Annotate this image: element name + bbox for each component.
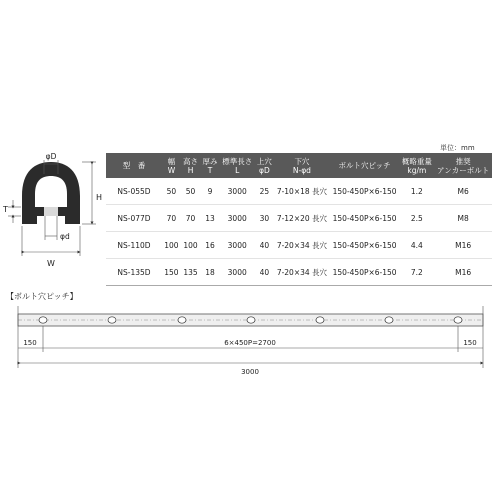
header-height: 高さ H	[181, 153, 200, 178]
cell-height: 135	[181, 259, 200, 286]
cell-thickness: 16	[200, 232, 219, 259]
cell-top-hole: 30	[255, 205, 274, 232]
header-bottom-hole: 下穴 N-φd	[274, 153, 330, 178]
cell-model: NS-055D	[106, 178, 162, 205]
left-end-dim: 150	[23, 339, 37, 347]
cell-width: 50	[162, 178, 181, 205]
header-width: 幅 W	[162, 153, 181, 178]
cell-height: 100	[181, 232, 200, 259]
table-row	[106, 205, 492, 232]
bolt-pitch-diagram	[0, 300, 500, 380]
table-row	[106, 259, 492, 286]
cell-length: 3000	[220, 232, 255, 259]
profile-diagram	[0, 150, 104, 270]
header-thickness: 厚み T	[200, 153, 219, 178]
cell-height: 70	[181, 205, 200, 232]
width-label: W	[47, 259, 55, 268]
bolt-hole	[44, 207, 58, 216]
height-label: H	[96, 193, 103, 202]
cell-width: 100	[162, 232, 181, 259]
cell-anchor-bolt: M6	[434, 178, 492, 205]
cell-anchor-bolt: M16	[434, 232, 492, 259]
cell-bottom-hole: 7-12×20 長穴	[274, 205, 330, 232]
cell-thickness: 9	[200, 178, 219, 205]
cell-bolt-pitch: 150-450P×6-150	[330, 232, 400, 259]
spec-table	[106, 153, 492, 286]
thickness-label: T	[3, 205, 8, 214]
cell-weight: 2.5	[399, 205, 434, 232]
table-row	[106, 178, 492, 205]
cell-bottom-hole: 7-20×34 長穴	[274, 259, 330, 286]
cell-thickness: 13	[200, 205, 219, 232]
inner-hollow	[35, 176, 67, 207]
spec-header-row	[106, 153, 492, 178]
total-length-dim: 3000	[241, 368, 259, 376]
bolt-hole-slot	[454, 317, 462, 323]
cell-bolt-pitch: 150-450P×6-150	[330, 205, 400, 232]
cell-bottom-hole: 7-10×18 長穴	[274, 178, 330, 205]
table-row	[106, 232, 492, 259]
cell-anchor-bolt: M8	[434, 205, 492, 232]
bolt-hole-slot	[108, 317, 116, 323]
cell-width: 150	[162, 259, 181, 286]
cell-weight: 4.4	[399, 232, 434, 259]
bolt-hole-slot	[247, 317, 255, 323]
cell-model: NS-077D	[106, 205, 162, 232]
cell-bolt-pitch: 150-450P×6-150	[330, 259, 400, 286]
cell-thickness: 18	[200, 259, 219, 286]
bolt-pitch-section-title: 【ボルト穴ピッチ】	[6, 292, 78, 301]
cell-top-hole: 40	[255, 259, 274, 286]
unit-value: mm	[461, 144, 475, 152]
header-length: 標準長さ L	[220, 153, 255, 178]
cell-model: NS-110D	[106, 232, 162, 259]
cell-width: 70	[162, 205, 181, 232]
bolt-hole-slot	[39, 317, 47, 323]
header-model: 型 番	[106, 153, 162, 178]
bolt-hole-slot	[385, 317, 393, 323]
top-hole-label: φD	[45, 152, 57, 161]
cell-model: NS-135D	[106, 259, 162, 286]
header-top-hole: 上穴 φD	[255, 153, 274, 178]
cell-top-hole: 25	[255, 178, 274, 205]
cell-length: 3000	[220, 205, 255, 232]
bolt-hole-slot	[178, 317, 186, 323]
cell-length: 3000	[220, 259, 255, 286]
cell-weight: 1.2	[399, 178, 434, 205]
cell-anchor-bolt: M16	[434, 259, 492, 286]
unit-note	[440, 143, 475, 153]
header-anchor-bolt: 推奨 アンカーボルト	[434, 153, 492, 178]
cell-bottom-hole: 7-20×34 長穴	[274, 232, 330, 259]
bottom-hole-label: φd	[60, 232, 70, 241]
cell-top-hole: 40	[255, 232, 274, 259]
cell-height: 50	[181, 178, 200, 205]
unit-label: 単位：	[440, 144, 461, 152]
middle-pitch-dim: 6×450P=2700	[224, 339, 276, 347]
cell-weight: 7.2	[399, 259, 434, 286]
right-end-dim: 150	[463, 339, 477, 347]
header-bolt-pitch: ボルト穴ピッチ	[330, 153, 400, 178]
cell-length: 3000	[220, 178, 255, 205]
cell-bolt-pitch: 150-450P×6-150	[330, 178, 400, 205]
header-weight: 概略重量 kg/m	[399, 153, 434, 178]
bolt-hole-slot	[316, 317, 324, 323]
